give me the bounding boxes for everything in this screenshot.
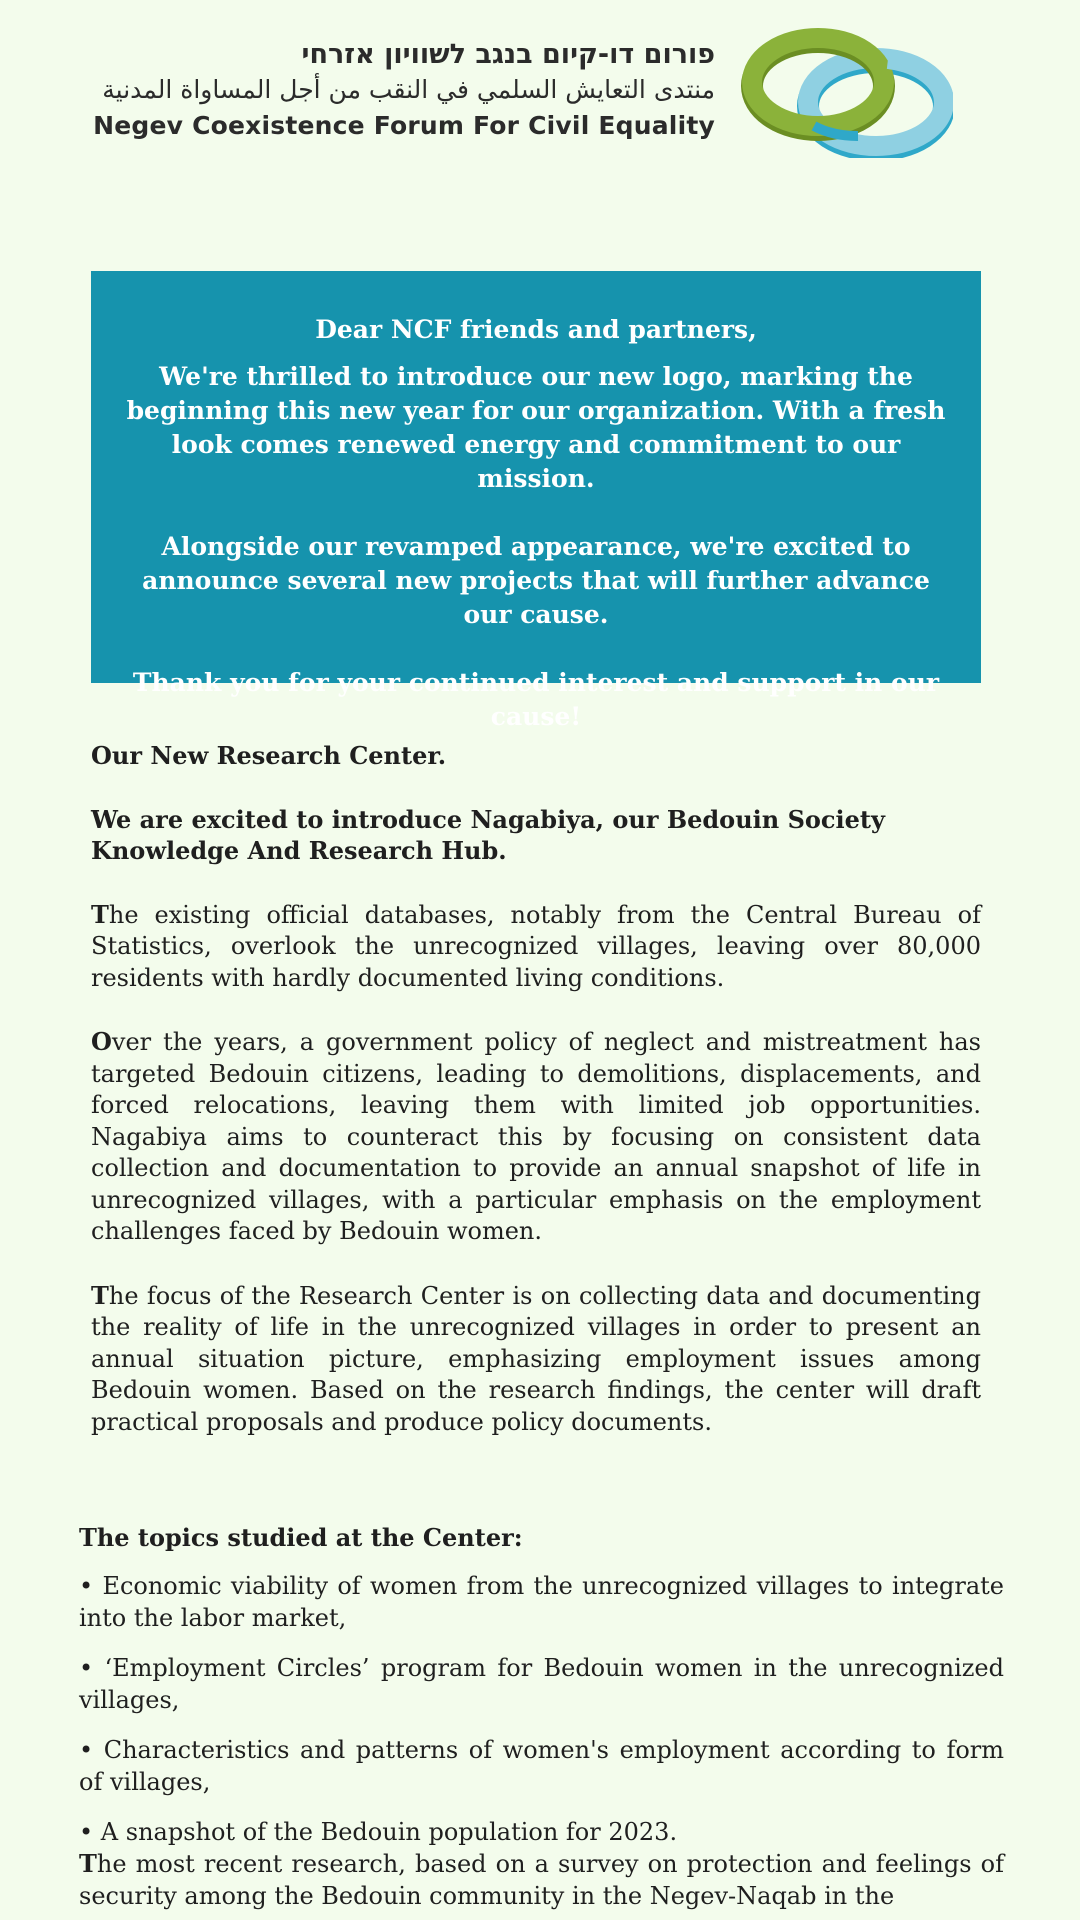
paragraph-initial: O xyxy=(91,1027,112,1056)
research-section xyxy=(91,740,981,1470)
research-paragraph: The focus of the Research Center is on collecting data and documenting the reality of life in the unrecognized villages in order to present an annual situation picture, emphasizing employment issues among Bedouin women. Based on the research findings, the center will draft practical proposals and produce policy documents. xyxy=(91,1280,981,1436)
paragraph-initial: T xyxy=(91,899,109,929)
topic-item: • Characteristics and patterns of women's employment according to form of villages, xyxy=(79,1736,1004,1796)
topics-section xyxy=(79,1522,1004,1912)
research-paragraph: Over the years, a government policy of neglect and mistreatment has targeted Bedouin citizens, leading to demolitions, displacements, and forced relocations, leaving them with limited job opportunities. Nagabiya aims to counteract this by focusing on consistent data collection and documentation to provide an annual snapshot of life in unrecognized villages, with a particular emphasis on the employment challenges faced by Bedouin women. xyxy=(91,1027,981,1245)
announcement-greeting: Dear NCF friends and partners, xyxy=(315,315,757,344)
announcement-paragraph: Thank you for your continued interest and support in our cause! xyxy=(132,668,940,731)
organization-name-block xyxy=(93,38,715,144)
interlocking-rings-logo-icon xyxy=(738,28,953,158)
topics-title: The topics studied at the Center: xyxy=(79,1523,523,1552)
announcement-box xyxy=(91,271,981,731)
paragraph-initial: T xyxy=(91,1280,109,1310)
topic-item: • Economic viability of women from the unrecognized villages to integrate into the labor market, xyxy=(79,1572,1004,1632)
announcement-paragraph: We're thrilled to introduce our new logo, marking the beginning this new year for our organization. With a fresh look comes renewed energy and commitment to our mission. xyxy=(126,362,946,493)
paragraph-initial: T xyxy=(79,1849,97,1878)
research-heading: Our New Research Center. xyxy=(91,741,447,770)
topic-item: • ‘Employment Circles’ program for Bedouin women in the unrecognized villages, xyxy=(79,1654,1004,1714)
org-name-english: Negev Coexistence Forum For Civil Equality xyxy=(93,111,715,140)
logo-graphic xyxy=(738,28,953,158)
announcement-paragraph: Alongside our revamped appearance, we're excited to announce several new projects that will further advance our cause. xyxy=(142,532,930,629)
page-header xyxy=(0,0,1080,170)
org-name-hebrew: פורום דו-קיום בנגב לשוויון אזרחי xyxy=(301,39,715,70)
org-name-arabic: منتدى التعايش السلمي في النقب من أجل المساواة المدنية xyxy=(102,75,715,104)
closing-paragraph: The most recent research, based on a survey on protection and feelings of security among the Bedouin community in the Negev-Naqab in the xyxy=(79,1849,1004,1910)
topic-item: • A snapshot of the Bedouin population for 2023. xyxy=(79,1818,678,1846)
research-intro: We are excited to introduce Nagabiya, our Bedouin Society Knowledge And Research Hub. xyxy=(91,804,885,865)
research-paragraph: The existing official databases, notably from the Central Bureau of Statistics, overlook the unrecognized villages, leaving over 80,000 residents with hardly documented living conditions. xyxy=(91,899,981,992)
